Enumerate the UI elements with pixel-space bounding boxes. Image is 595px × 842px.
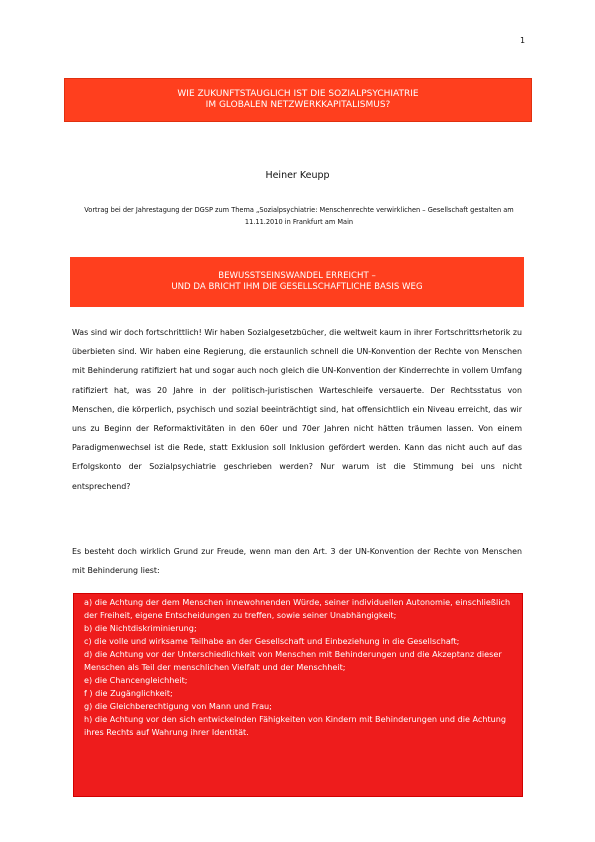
principle-item: c) die volle und wirksame Teilhabe an der Gesellschaft und Einbeziehung in die Gesellschaft; [84, 636, 460, 646]
author-name: Heiner Keupp [265, 170, 330, 181]
section-heading-line-2: UND DA BRICHT IHM DIE GESELLSCHAFTLICHE BASIS WEG [171, 282, 423, 292]
principle-item: d) die Achtung vor der Unterschiedlichkeit von Menschen mit Behinderungen und die Akzeptanz dieser Menschen als Teil der menschlichen Vielfalt und der Menschheit; [84, 649, 502, 672]
talk-info: Vortrag bei der Jahrestagung der DGSP zum Thema „Sozialpsychiatrie: Menschenrechte verwirklichen – Gesellschaft gestalten am 11.11.2010 in Frankfurt am Main [84, 206, 514, 226]
paragraph-intro: Was sind wir doch fortschrittlich! Wir haben Sozialgesetzbücher, die weltweit kaum in ihrer Fortschrittsrhetorik zu überbieten sind. Wir haben eine Regierung, die erstaunlich schnell die UN-Konvention der Rechte von Menschen mit Behinderung ratifiziert hat und sogar auch noch gleich die UN-Konvention der Kinderrechte in vollem Umfang ratifiziert hat, was 20 Jahre in der politisch-juristischen Warteschleife versauerte. Der Rechtsstatus von Menschen, die körperlich, psychisch und sozial beeinträchtigt sind, hat offensichtlich ein Niveau erreicht, das wir uns zu Beginn der Reformaktivitäten in den 60er und 70er Jahren nicht hätten träumen lassen. Von einem Paradigmenwechsel ist die Rede, statt Exklusion soll Inklusion gefördert werden. Kann das nicht auch auf das Erfolgskonto der Sozialpsychiatrie geschrieben werden? Nur warum ist die Stimmung bei uns nicht entsprechend? [72, 328, 522, 491]
principle-item: e) die Chancengleichheit; [84, 675, 188, 685]
page-number: 1 [520, 36, 526, 45]
title-line-1: WIE ZUKUNFTSTAUGLICH IST DIE SOZIALPSYCHIATRIE [177, 89, 419, 99]
title-banner [64, 78, 532, 122]
paragraph-convention: Es besteht doch wirklich Grund zur Freude, wenn man den Art. 3 der UN-Konvention der Rechte von Menschen mit Behinderung liest: [72, 547, 522, 576]
principle-item: g) die Gleichberechtigung von Mann und Frau; [84, 701, 272, 711]
section-heading-line-1: BEWUSSTSEINSWANDEL ERREICHT – [218, 271, 376, 281]
principles-box [73, 593, 523, 797]
title-line-2: IM GLOBALEN NETZWERKKAPITALISMUS? [205, 100, 391, 110]
principle-item: f ) die Zugänglichkeit; [84, 688, 173, 698]
section-heading-banner [70, 257, 524, 307]
principle-item: h) die Achtung vor den sich entwickelnden Fähigkeiten von Kindern mit Behinderungen und die Achtung ihres Rechts auf Wahrung ihrer Identität. [84, 714, 507, 737]
principle-item: a) die Achtung der dem Menschen innewohnenden Würde, seiner individuellen Autonomie, einschließlich der Freiheit, eigene Entscheidungen zu treffen, sowie seiner Unabhängigkeit; [84, 597, 511, 620]
principle-item: b) die Nichtdiskriminierung; [84, 623, 197, 633]
